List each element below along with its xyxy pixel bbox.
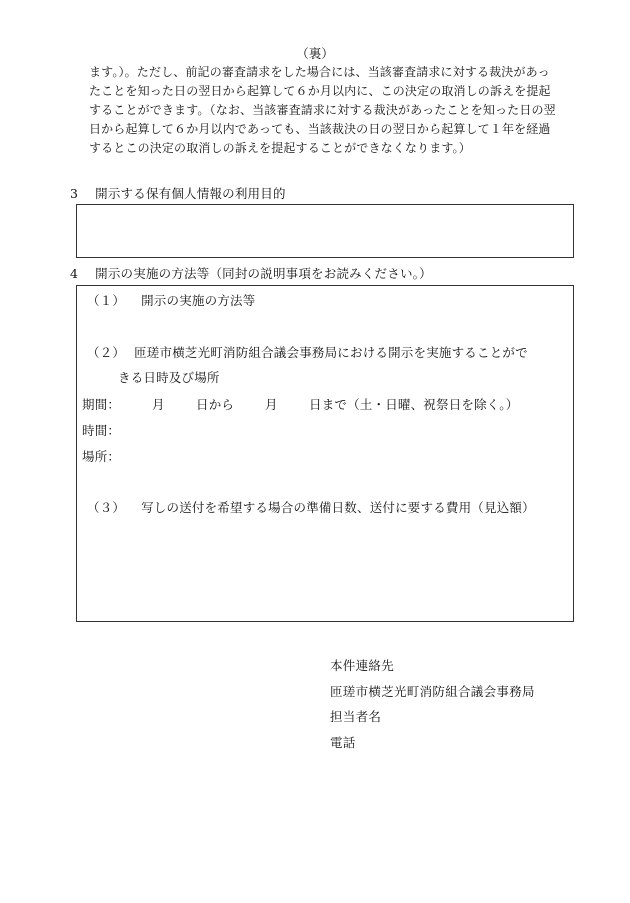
contact-phone-label: 電話	[330, 735, 356, 750]
item-3-text: 写しの送付を希望する場合の準備日数、送付に要する費用（見込額）	[141, 500, 535, 515]
section-4-heading	[70, 264, 432, 282]
contact-person-label: 担当者名	[330, 709, 382, 724]
paragraph-line-5: するとこの決定の取消しの訴えを提起することができなくなります。）	[89, 141, 471, 155]
item-3-label: （３）	[87, 500, 126, 515]
period-day-from: 日から	[196, 397, 235, 412]
section-4-number: 4	[70, 266, 79, 281]
period-label: 期間：	[82, 397, 121, 412]
item-2-label: （２）	[87, 345, 126, 360]
item-2-text: 匝瑳市横芝光町消防組合議会事務局における開示を実施することがで	[134, 345, 528, 360]
paragraph-line-3: することができます。（なお、当該審査請求に対する裁決があったことを知った日の翌	[89, 103, 556, 117]
paragraph-line-4: 日から起算して６か月以内であっても、当該裁決の日の翌日から起算して１年を経過	[89, 122, 551, 136]
contact-office: 匝瑳市横芝光町消防組合議会事務局	[330, 684, 535, 699]
period-month-1: 月	[152, 397, 165, 412]
purpose-box	[76, 204, 574, 258]
section-3-number: 3	[70, 186, 79, 201]
page-side-header: （裏）	[296, 46, 334, 61]
time-label: 時間：	[82, 423, 121, 438]
item-3	[87, 498, 535, 516]
item-1-text: 開示の実施の方法等	[141, 293, 256, 308]
section-4-title: 開示の実施の方法等（同封の説明事項をお読みください。）	[95, 266, 432, 281]
place-label: 場所：	[82, 449, 121, 464]
item-2	[87, 343, 528, 361]
item-1	[87, 291, 255, 309]
paragraph-line-2: たことを知った日の翌日から起算して６か月以内に、この決定の取消しの訴えを提起	[89, 84, 551, 98]
period-day-to: 日まで（土・日曜、祝祭日を除く。）	[309, 397, 519, 412]
paragraph-line-1: ます。）。ただし、前記の審査請求をした場合には、当該審査請求に対する裁決があっ	[89, 65, 550, 79]
section-3-title: 開示する保有個人情報の利用目的	[95, 186, 286, 201]
item-2-text-cont: きる日時及び場所	[118, 370, 220, 385]
disclosure-method-box	[76, 285, 574, 622]
section-3-heading	[70, 184, 286, 202]
contact-title: 本件連絡先	[330, 658, 395, 673]
period-month-2: 月	[265, 397, 278, 412]
item-1-label: （１）	[87, 293, 126, 308]
